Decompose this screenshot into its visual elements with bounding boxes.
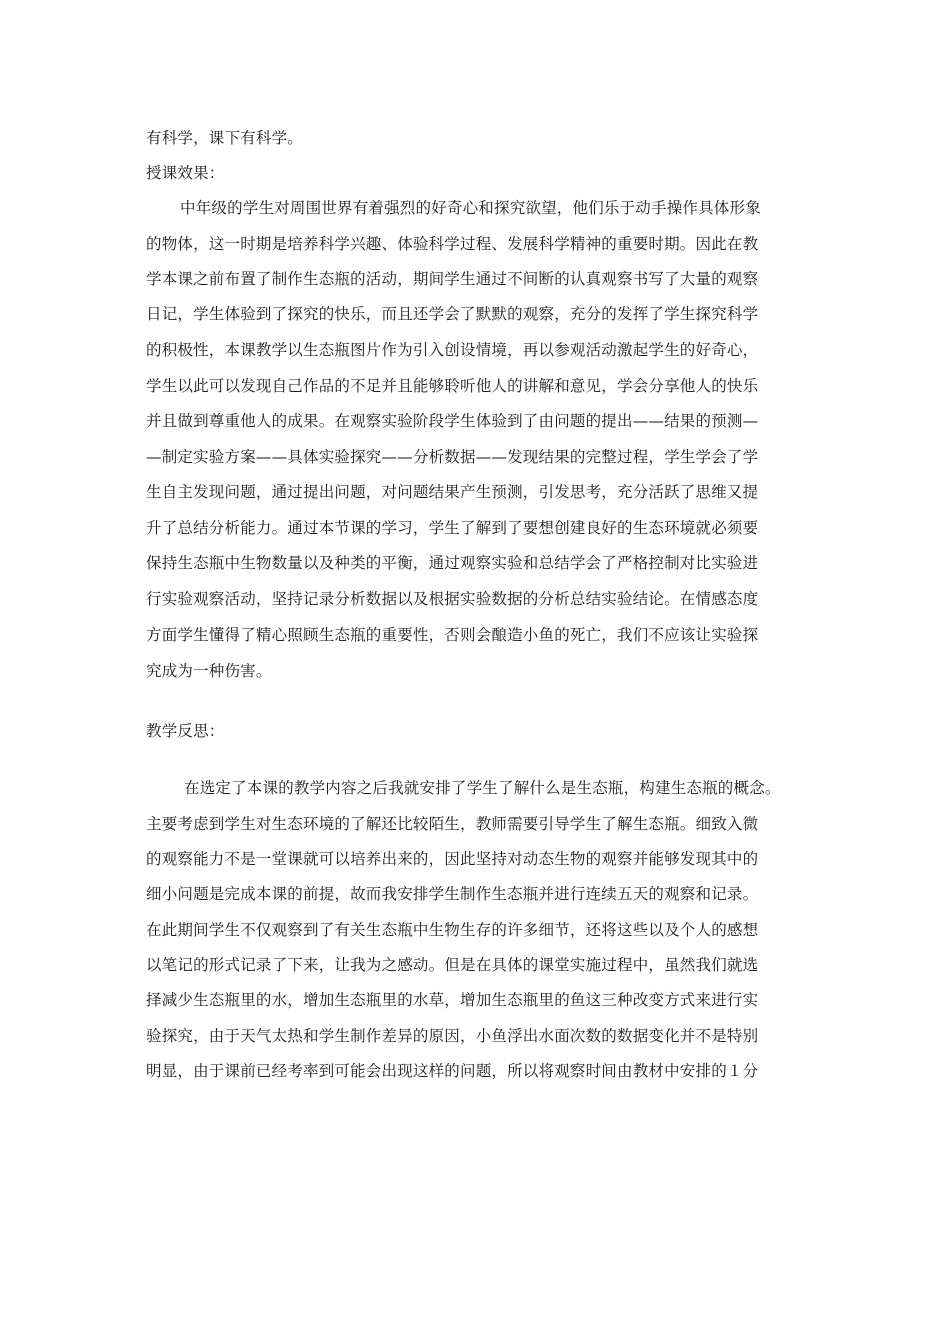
text-line: 的物体，这一时期是培养科学兴趣、体验科学过程、发展科学精神的重要时期。因此在教 [146,235,759,253]
text-line: 在此期间学生不仅观察到了有关生态瓶中生物生存的许多细节，还将这些以及个人的感想 [146,921,759,939]
text-line: 的观察能力不是一堂课就可以培养出来的，因此坚持对动态生物的观察并能够发现其中的 [146,850,759,868]
text-line: 究成为一种伤害。 [146,662,272,680]
text-line: 并且做到尊重他人的成果。在观察实验阶段学生体验到了由问题的提出——结果的预测— [146,412,759,430]
text-line: 升了总结分析能力。通过本节课的学习，学生了解到了要想创建良好的生态环境就必须要 [146,519,759,537]
paragraph-first-line: 在选定了本课的教学内容之后我就安排了学生了解什么是生态瓶，构建生态瓶的概念。 [184,779,781,797]
text-line: 细小问题是完成本课的前提，故而我安排学生制作生态瓶并进行连续五天的观察和记录。 [146,885,759,903]
text-line: 保持生态瓶中生物数量以及种类的平衡，通过观察实验和总结学会了严格控制对比实验进 [146,554,759,572]
text-line: 生自主发现问题，通过提出问题，对问题结果产生预测，引发思考，充分活跃了思维又提 [146,483,759,501]
text-line: 主要考虑到学生对生态环境的了解还比较陌生，教师需要引导学生了解生态瓶。细致入微 [146,815,759,833]
text-line: 验探究，由于天气太热和学生制作差异的原因，小鱼浮出水面次数的数据变化并不是特别 [146,1027,759,1045]
text-line: 明显，由于课前已经考率到可能会出现这样的问题，所以将观察时间由教材中安排的１分 [146,1062,759,1080]
text-line: 行实验观察活动，坚持记录分析数据以及根据实验数据的分析总结实验结论。在情感态度 [146,590,759,608]
text-line: 的积极性，本课教学以生态瓶图片作为引入创设情境，再以参观活动激起学生的好奇心， [146,341,759,359]
section-heading-teaching-reflection: 教学反思： [146,722,225,740]
text-line: —制定实验方案——具体实验探究——分析数据——发现结果的完整过程，学生学会了学 [146,448,759,466]
text-line: 学本课之前布置了制作生态瓶的活动，期间学生通过不间断的认真观察书写了大量的观察 [146,270,759,288]
section-heading-teaching-effect: 授课效果： [146,164,225,182]
text-line: 方面学生懂得了精心照顾生态瓶的重要性，否则会酿造小鱼的死亡，我们不应该让实验探 [146,626,759,644]
text-line: 择减少生态瓶里的水，增加生态瓶里的水草，增加生态瓶里的鱼这三种改变方式来进行实 [146,991,759,1009]
paragraph-first-line: 中年级的学生对周围世界有着强烈的好奇心和探究欲望，他们乐于动手操作具体形象 [180,199,761,217]
text-line: 以笔记的形式记录了下来，让我为之感动。但是在具体的课堂实施过程中，虽然我们就选 [146,956,759,974]
text-line: 学生以此可以发现自己作品的不足并且能够聆听他人的讲解和意见，学会分享他人的快乐 [146,377,759,395]
text-line: 有科学，课下有科学。 [146,129,304,147]
text-line: 日记，学生体验到了探究的快乐，而且还学会了默默的观察，充分的发挥了学生探究科学 [146,305,759,323]
